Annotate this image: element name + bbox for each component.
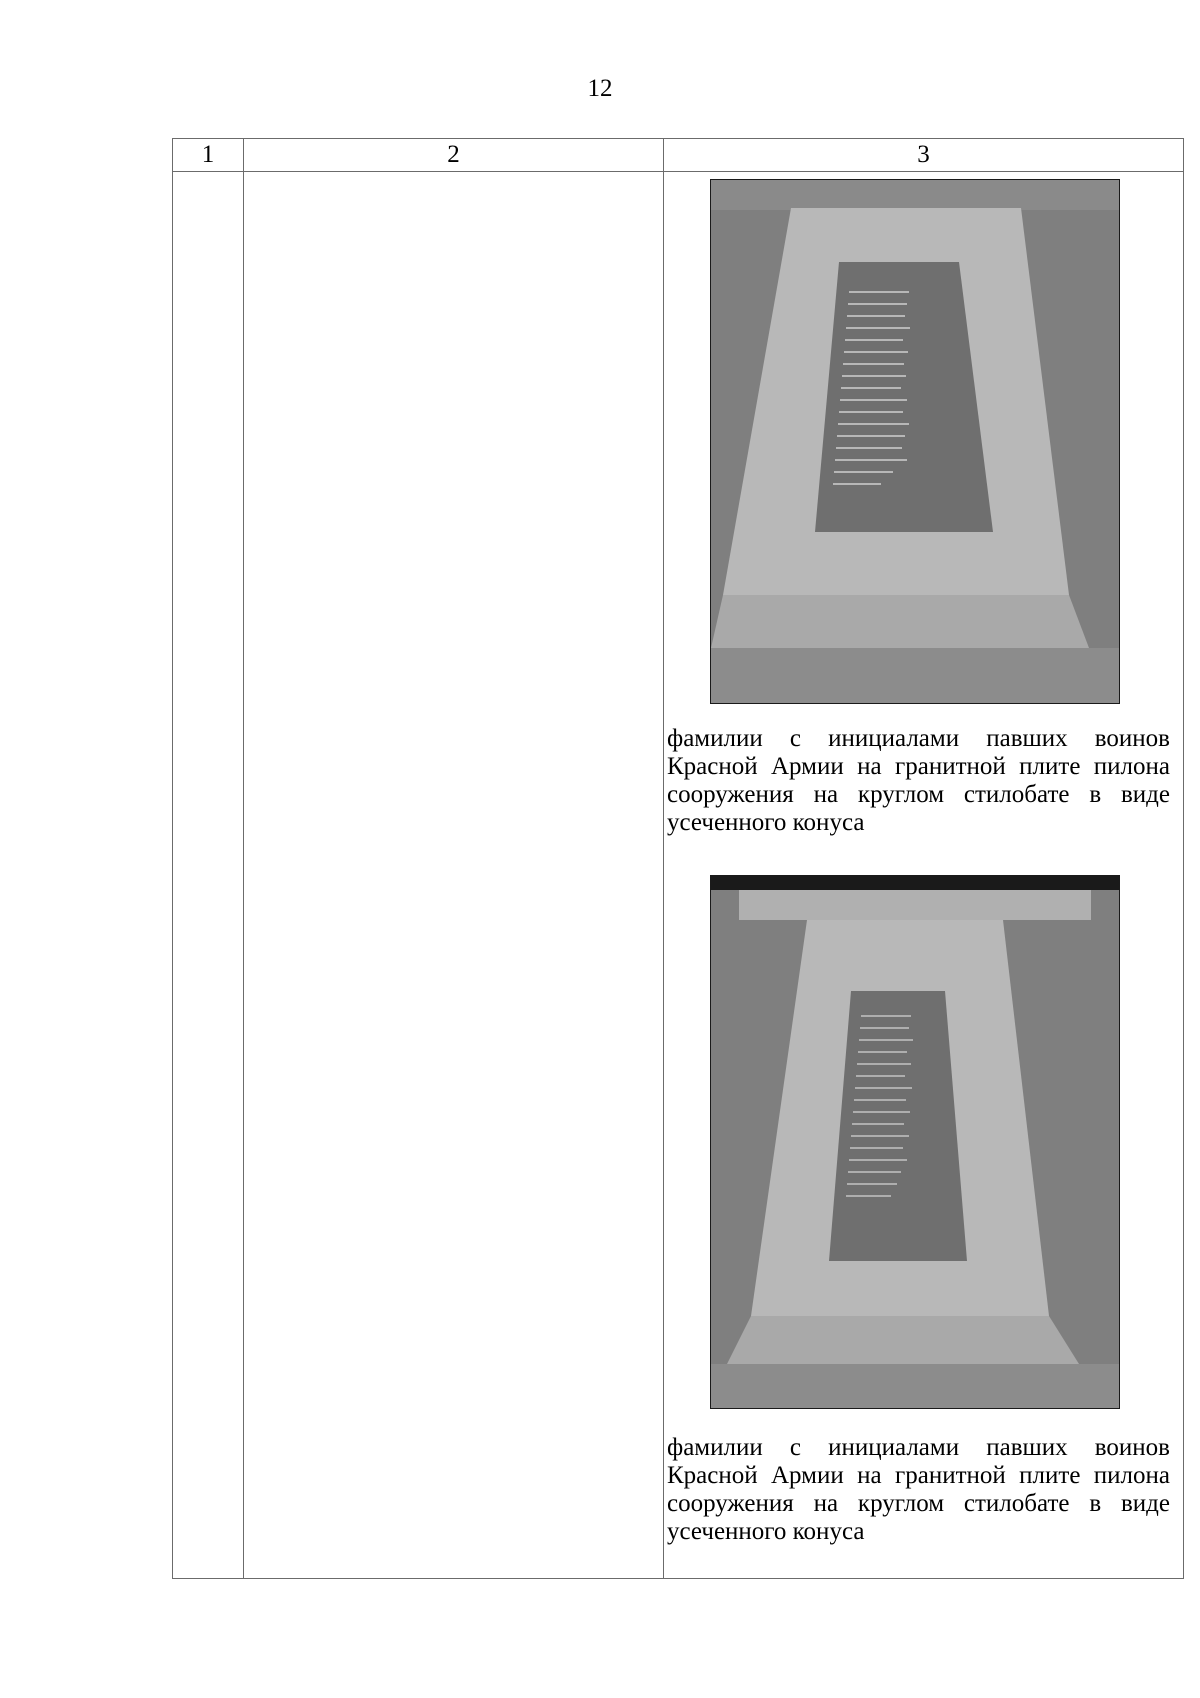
memorial-slab-photo-icon [711,876,1119,1408]
page-number: 12 [587,75,613,102]
monument-table [172,138,1184,1579]
photo-caption-1: фамилии с инициалами павших воинов Красной Армии на гранитной плите пилона сооружения на круглом стилобате в виде усеченного конуса [667,725,1170,836]
photo-caption-2: фамилии с инициалами павших воинов Красной Армии на гранитной плите пилона сооружения на круглом стилобате в виде усеченного конуса [667,1434,1170,1545]
header-cell-3: 3 [664,139,1184,172]
memorial-slab-photo-icon [711,180,1119,703]
header-cell-2: 2 [244,139,664,172]
memorial-slab-photo-2 [710,875,1120,1409]
table-header-row [173,139,1184,172]
row-cell-2 [244,172,664,1579]
row-cell-3 [664,172,1184,1579]
memorial-slab-photo-1 [710,179,1120,704]
table-row [173,172,1184,1579]
header-cell-1: 1 [173,139,244,172]
row-cell-1 [173,172,244,1579]
